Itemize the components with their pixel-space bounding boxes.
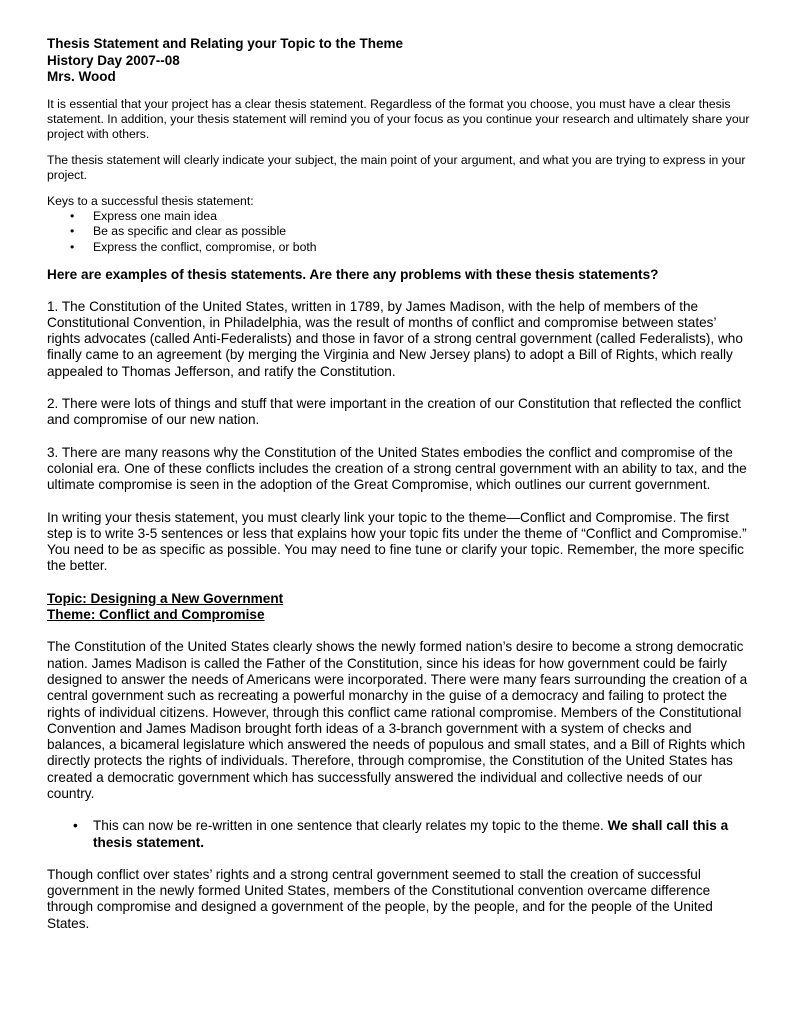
example-3: 3. There are many reasons why the Constitution of the United States embodies the conflict and compromise of the colonial era. One of these conflicts includes the creation of a strong central government with an ability to tax, and the ultimate compromise is seen in the adoption of the Great Compromise, which outlines our current government.	[47, 444, 747, 493]
keys-heading: Keys to a successful thesis statement:	[47, 193, 254, 208]
final-thesis-paragraph: Though conflict over states’ rights and a strong central government seemed to stall the creation of successful government in the newly formed United States, members of the Constitutional convention overcame difference through compromise and designed a government of the people, by the people, and for the people of the United States.	[47, 866, 713, 931]
bullet-icon: •	[70, 224, 75, 239]
intro-paragraph-1: It is essential that your project has a clear thesis statement. Regardless of the format you choose, you must have a clear thesis statement. In addition, your thesis statement will remind you of your focus as you continue your research and ultimately share your project with others.	[47, 96, 750, 141]
keys-list	[47, 209, 752, 256]
topic-paragraph: The Constitution of the United States clearly shows the newly formed nation’s desire to become a strong democratic nation. James Madison is called the Father of the Constitution, since his ideas for how government could be fairly designed to answer the needs of Americans were incorporated. There were many fears surrounding the creation of a central government such as recreating a powerful monarchy in the guise of a democracy and failing to protect the rights of individual citizens. However, through this conflict came rational compromise. Members of the Constitutional Convention and James Madison brought forth ideas of a 3-branch government with a system of checks and balances, a bicameral legislature which answered the needs of populous and small states, and a Bill of Rights which directly protects the rights of individuals. Therefore, through compromise, the Constitution of the United States has created a democratic government which has successfully answered the individual and collective needs of our country.	[47, 639, 748, 801]
document-author: Mrs. Wood	[47, 69, 116, 84]
intro-paragraph-2: The thesis statement will clearly indicate your subject, the main point of your argument, and what you are trying to express in your project.	[47, 152, 746, 182]
document-header	[47, 36, 752, 86]
bullet-icon: •	[70, 208, 75, 223]
document-page	[47, 36, 752, 932]
list-item: • Be as specific and clear as possible	[70, 224, 287, 239]
linking-paragraph: In writing your thesis statement, you must clearly link your topic to the theme—Conflict and Compromise. The first step is to write 3-5 sentences or less that explains how your topic fits under the theme of “Conflict and Compromise.” You need to be as specific as possible. You may need to fine tune or clarify your topic. Remember, the more specific the better.	[47, 509, 747, 574]
theme-line: Theme: Conflict and Compromise	[47, 607, 265, 623]
example-2: 2. There were lots of things and stuff that were important in the creation of our Constitution that reflected the conflict and compromise of our new nation.	[47, 396, 741, 428]
thesis-bullet-bold: We shall call this a thesis statement.	[93, 818, 729, 850]
list-item: • Express one main idea	[70, 208, 217, 223]
thesis-bullet-text: This can now be re-written in one sentence that clearly relates my topic to the theme.	[93, 818, 608, 834]
topic-block	[47, 591, 752, 624]
list-item: • Express the conflict, compromise, or both	[70, 239, 317, 254]
example-1: 1. The Constitution of the United States, written in 1789, by James Madison, with the help of members of the Constitutional Convention, in Philadelphia, was the result of months of conflict and compromise between states’ rights advocates (called Anti-Federalists) and those in favor of a strong central government (called Federalists), who finally came to an agreement (by merging the Virginia and New Jersey plans) to adopt a Bill of Rights, which really appealed to Thomas Jefferson, and ratify the Constitution.	[47, 298, 743, 379]
bullet-icon: •	[70, 239, 75, 254]
document-title: Thesis Statement and Relating your Topic to the Theme	[47, 36, 404, 51]
examples-heading: Here are examples of thesis statements. Are there any problems with these thesis statements?	[47, 267, 659, 283]
bullet-icon: •	[73, 818, 78, 834]
thesis-bullet	[47, 818, 752, 851]
document-subtitle: History Day 2007--08	[47, 52, 180, 68]
topic-line: Topic: Designing a New Government	[47, 590, 284, 606]
